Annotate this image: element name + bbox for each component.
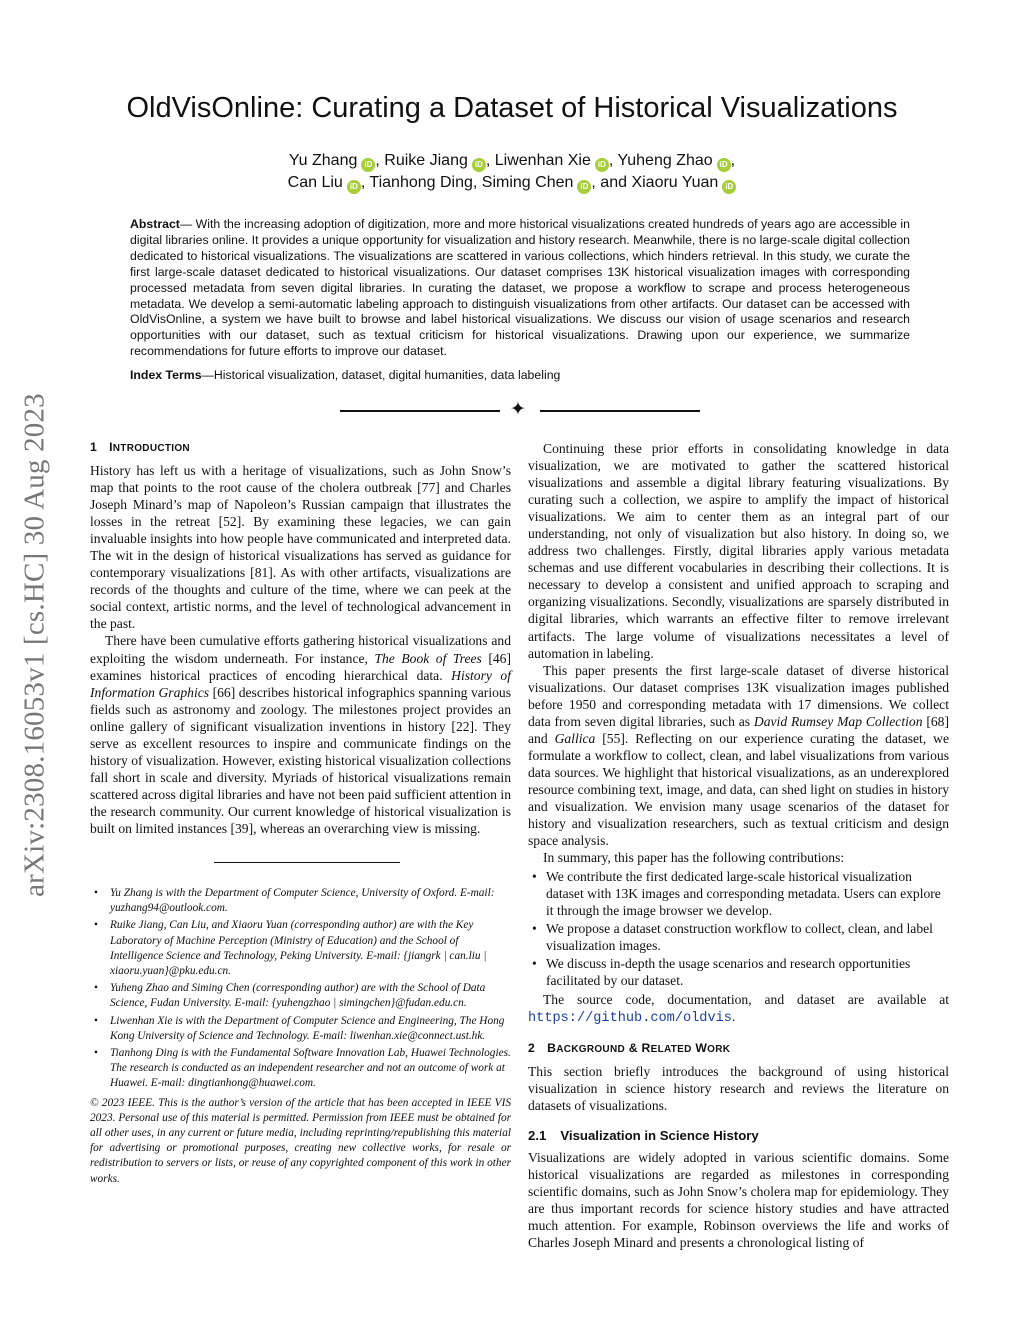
availability-paragraph: The source code, documentation, and dataset are available at https://github.com/oldvis. bbox=[528, 991, 949, 1026]
contribution-item: • We propose a dataset construction workflow to collect, clean, and label visualization images. bbox=[528, 920, 949, 954]
section-divider bbox=[340, 401, 700, 421]
orcid-icon[interactable]: iD bbox=[717, 158, 731, 172]
author-name: Ruike Jiang bbox=[384, 152, 468, 169]
right-column bbox=[528, 440, 949, 1251]
section-heading-background: 2 BACKGROUND & RELATED WORK bbox=[528, 1040, 731, 1055]
author-name: Xiaoru Yuan bbox=[631, 174, 719, 191]
intro-paragraph-2: There have been cumulative efforts gathering historical visualizations and exploiting the wisdom underneath. For instance, The Book of Trees [46] examines historical practices of encoding hierarchical data. History of Information Graphics [66] describes historical infographics spanning various fields such as astronomy and zoology. The milestones project provides an online gallery of significant visualization inventions in history [22]. They serve as excellent resources to inspire and communicate findings on the history of visualization. However, existing historical visualization collections fall short in scale and diversity. Myriads of historical visualizations remain scattered across digital libraries and have not been paid sufficient attention in the research community. Our current knowledge of historical visualization is built on limited instances [39], whereas an overarching view is missing. bbox=[90, 633, 512, 836]
author-name: Tianhong Ding bbox=[369, 174, 473, 191]
science-history-paragraph: Visualizations are widely adopted in various scientific domains. Some historical visualizations are regarded as milestones in corresponding scientific domains, such as John Snow’s cholera map for epidemiology. They are thus important records for science history studies and have attracted much attention. For example, Robinson overviews the life and works of Charles Joseph Minard and presents a chronological listing of bbox=[528, 1149, 949, 1250]
author-name: Can Liu bbox=[287, 174, 343, 191]
arxiv-sidebar-stamp bbox=[7, 345, 63, 945]
author-line-2: Can Liu iD , Tianhong Ding, Siming Chen iD , and Xiaoru Yuan iD bbox=[0, 172, 1024, 194]
divider-line-right bbox=[540, 410, 700, 412]
footnote-item: • Yu Zhang is with the Department of Computer Science, University of Oxford. E-mail: yuzhang94@outlook.com. bbox=[90, 886, 511, 916]
footnote-rule bbox=[214, 862, 400, 863]
index-terms-text: —Historical visualization, dataset, digital humanities, data labeling bbox=[201, 368, 561, 382]
orcid-icon[interactable]: iD bbox=[595, 158, 609, 172]
intro-paragraph-3: Continuing these prior efforts in consolidating knowledge in data visualization, we are motivated to gather the scattered historical visualizations and assemble a digital library featuring visualizations. By curating such a collection, we aspire to amplify the impact of historical visualizations. We aim to center them as an integral part of our understanding, not only of visualization but also history. In doing so, we address two challenges. Firstly, digital libraries apply various metadata schemas and use different vocabularies in describing their collections. It is necessary to develop a consistent and unified approach to scraping and organizing visualizations. Secondly, visualizations are sparsely distributed in digital libraries, which warrants an effective filter to remove irrelevant artifacts. The large volume of visualizations necessitates a level of automation in labeling. bbox=[528, 441, 949, 661]
index-terms bbox=[130, 368, 910, 384]
author-name: Siming Chen bbox=[481, 174, 574, 191]
orcid-icon[interactable]: iD bbox=[472, 158, 486, 172]
subsection-heading-science-history: 2.1 Visualization in Science History bbox=[528, 1127, 759, 1143]
contribution-item: • We discuss in-depth the usage scenarios and research opportunities facilitated by our dataset. bbox=[528, 955, 949, 989]
orcid-icon[interactable]: iD bbox=[347, 180, 361, 194]
contribution-list bbox=[528, 868, 949, 989]
left-column bbox=[90, 440, 511, 837]
abstract-text: — With the increasing adoption of digitization, more and more historical visualizations created hundreds of years ago are accessible in digital libraries online. It provides a unique opportunity for visualization and history research. Meanwhile, there is no large-scale digital collection dedicated to historical visualizations. The visualizations are scattered in various collections, which hinders retrieval. In this study, we curate the first large-scale dataset dedicated to historical visualizations. Our dataset comprises 13K historical visualization images with corresponding processed metadata from seven digital libraries. In curating the dataset, we propose a workflow to scrape and process heterogeneous metadata. We develop a semi-automatic labeling approach to distinguish visualizations from other artifacts. Our dataset can be accessed with OldVisOnline, a system we have built to browse and label historical visualizations. We discuss our vision of usage scenarios and research opportunities with our dataset, such as textual criticism for historical visualizations. Drawing upon our experience, we summarize recommendations for future efforts to improve our dataset. bbox=[130, 217, 910, 359]
orcid-icon[interactable]: iD bbox=[577, 180, 591, 194]
abstract-label: Abstract bbox=[130, 217, 180, 231]
intro-paragraph-4: This paper presents the first large-scale dataset of diverse historical visualizations. Our dataset comprises 13K visualization images published before 1950 and corresponding metadata with 17 dimensions. We collect data from seven digital libraries, such as David Rumsey Map Collection [68] and Gallica [55]. Reflecting on our experience curating the dataset, we formulate a workflow to collect, clean, and label visualizations from various data sources. We highlight that historical visualizations, as an underexplored resource combining text, image, and data, can shed light on studies in history and visualization. We envision many usage scenarios of the dataset for history and visualization researchers, such as textual criticism and design space analysis. bbox=[528, 662, 950, 849]
affiliation-footnotes bbox=[90, 886, 511, 1187]
github-link[interactable]: https://github.com/oldvis bbox=[528, 1010, 732, 1026]
footnote-item: • Yuheng Zhao and Siming Chen (corresponding author) are with the School of Data Science, Fudan University. E-mail: {yuhengzhao | simingchen}@fudan.edu.cn. bbox=[90, 981, 511, 1011]
footnote-item: • Liwenhan Xie is with the Department of Computer Science and Engineering, The Hong Kong University of Science and Technology. E-mail: liwenhan.xie@connect.ust.hk. bbox=[90, 1014, 511, 1044]
author-list bbox=[0, 150, 1024, 194]
orcid-icon[interactable]: iD bbox=[361, 158, 375, 172]
contributions-intro: In summary, this paper has the following contributions: bbox=[543, 850, 845, 866]
divider-diamond-icon: ✦ bbox=[510, 399, 526, 420]
orcid-icon[interactable]: iD bbox=[722, 180, 736, 194]
contribution-item: • We contribute the first dedicated large-scale historical visualization dataset with 13K images and corresponding metadata. Users can explore it through the image browser we develop. bbox=[528, 868, 949, 919]
paper-title: OldVisOnline: Curating a Dataset of Historical Visualizations bbox=[126, 92, 898, 124]
abstract bbox=[130, 217, 910, 360]
author-name: Liwenhan Xie bbox=[494, 152, 591, 169]
author-name: Yuheng Zhao bbox=[617, 152, 713, 169]
intro-paragraph-1: History has left us with a heritage of visualizations, such as John Snow’s map that points to the root cause of the cholera outbreak [77] and Charles Joseph Minard’s map of Napoleon’s Russian campaign that illustrates the losses in the retreat [52]. By examining these legacies, we can gain invaluable insights into how people have communicated and interpreted data. The wit in the design of historical visualizations has served as guidance for contemporary visualizations [81]. As with other artifacts, visualizations are records of the thoughts and culture of the time, where we can peek at the social context, artistic norms, and the level of technological advancement in the past. bbox=[90, 463, 511, 632]
footnote-item: • Tianhong Ding is with the Fundamental Software Innovation Lab, Huawei Technologies. The research is conducted as an independent researcher and not an outcome of work at Huawei. E-mail: dingtianhong@huawei.com. bbox=[90, 1046, 511, 1092]
background-paragraph-1: This section briefly introduces the background of using historical visualization in science history research and reviews the literature on datasets of visualizations. bbox=[528, 1063, 949, 1113]
copyright-notice: © 2023 IEEE. This is the author’s version of the article that has been accepted in IEEE VIS 2023. Personal use of this material is permitted. Permission from IEEE must be obtained for all other uses, in any current or future media, including reprinting/republishing this material for advertising or promotional purposes, creating new collective works, for resale or redistribution to servers or lists, or reuse of any copyrighted component of this work in other works. bbox=[90, 1096, 511, 1185]
footnote-item: • Ruike Jiang, Can Liu, and Xiaoru Yuan (corresponding author) are with the Key Laboratory of Machine Perception (Ministry of Education) and the School of Intelligence Science and Technology, Peking University. E-mail: {jiangrk | can.liu | xiaoru.yuan}@pku.edu.cn. bbox=[90, 918, 511, 979]
author-name: Yu Zhang bbox=[288, 152, 358, 169]
section-heading-introduction: 1 INTRODUCTION bbox=[90, 440, 190, 454]
author-line-1: Yu Zhang iD , Ruike Jiang iD , Liwenhan Xie iD , Yuheng Zhao iD , bbox=[0, 150, 1024, 172]
divider-line-left bbox=[340, 410, 500, 412]
index-terms-label: Index Terms bbox=[130, 368, 202, 382]
arxiv-id: arXiv:2308.16053v1 [cs.HC] 30 Aug 2023 bbox=[18, 393, 51, 897]
